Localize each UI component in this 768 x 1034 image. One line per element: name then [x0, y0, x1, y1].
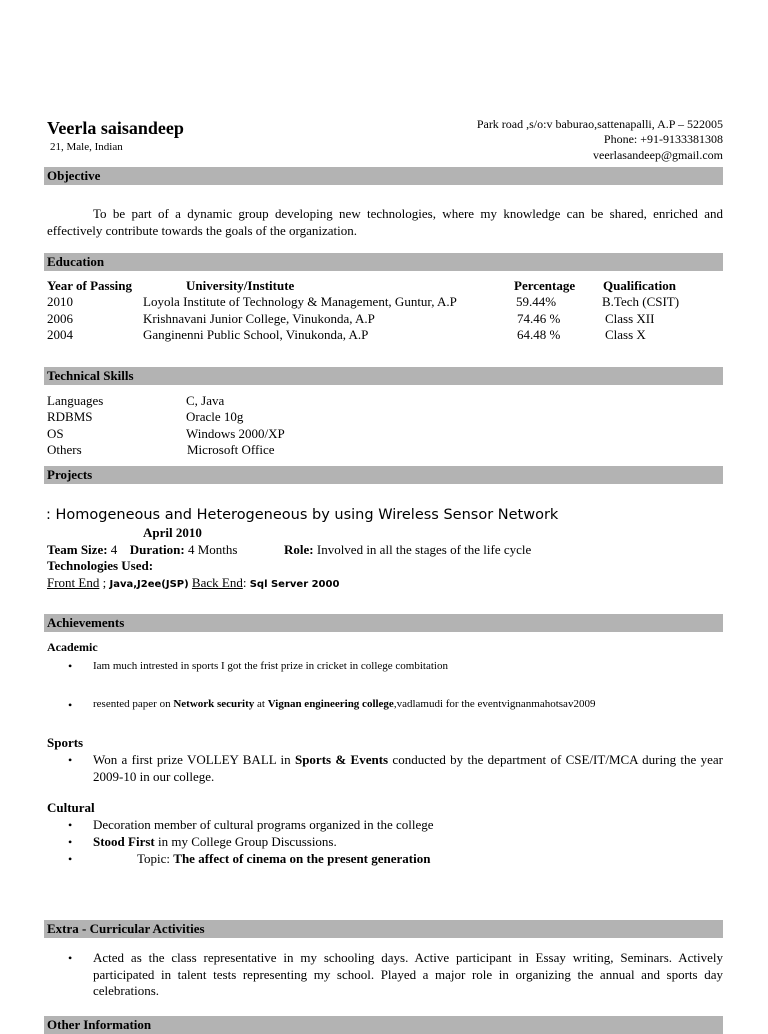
cultural-item-text: in my College Group Discussions. — [154, 834, 337, 849]
skill-category: Others — [47, 442, 82, 457]
bullet-icon: • — [68, 835, 73, 849]
academic-item-text: ,vadlamudi for the eventvignanmahotsav2009 — [393, 698, 596, 710]
section-projects: Projects — [44, 466, 723, 484]
skill-value: C, Java — [186, 393, 225, 408]
cultural-label: Cultural — [47, 800, 95, 815]
phone: Phone: +91-9133381308 — [603, 132, 723, 146]
header-year: Year of Passing — [47, 278, 132, 293]
front-end-separator: ; — [102, 575, 107, 590]
education-year: 2006 — [47, 311, 73, 326]
duration-label: Duration: — [129, 542, 185, 557]
bullet-icon: • — [68, 753, 73, 767]
education-institute: Loyola Institute of Technology & Management, Guntur, A.P — [143, 294, 457, 309]
personal-details: 21, Male, Indian — [50, 141, 123, 153]
project-date: April 2010 — [143, 525, 202, 540]
topic-label: Topic: — [137, 851, 171, 866]
skill-category: Languages — [47, 393, 104, 408]
section-technical-skills: Technical Skills — [44, 367, 723, 385]
academic-item-college: Vignan engineering college — [267, 698, 394, 710]
academic-label: Academic — [47, 640, 98, 654]
role-label: Role: — [284, 542, 314, 557]
project-role — [284, 542, 531, 558]
sports-item-event: Sports & Events — [294, 752, 389, 767]
education-year: 2004 — [47, 327, 73, 342]
education-qualification: Class X — [605, 327, 646, 342]
cultural-item — [93, 834, 337, 850]
duration-value: 4 Months — [187, 542, 238, 557]
front-end-value: Java,J2ee(JSP) — [109, 579, 189, 590]
header-qualification: Qualification — [603, 278, 676, 293]
email-link[interactable]: veerlasandeep@gmail.com — [593, 148, 723, 162]
back-end-value: Sql Server 2000 — [249, 579, 340, 590]
section-extra-curricular: Extra - Curricular Activities — [44, 920, 723, 938]
academic-item-text: resented paper on — [93, 698, 174, 710]
cultural-item-highlight: Stood First — [93, 834, 155, 849]
section-education: Education — [44, 253, 723, 271]
bullet-icon: • — [68, 818, 73, 832]
education-institute: Ganginenni Public School, Vinukonda, A.P — [143, 327, 369, 342]
education-qualification: B.Tech (CSIT) — [602, 294, 680, 309]
education-qualification: Class XII — [605, 311, 655, 326]
candidate-name: Veerla saisandeep — [47, 118, 184, 138]
skill-value: Oracle 10g — [186, 409, 244, 424]
skill-category: OS — [47, 426, 64, 441]
cultural-item: Decoration member of cultural programs organized in the college — [93, 817, 434, 832]
section-other-information: Other Information — [44, 1016, 723, 1034]
technologies-label: Technologies Used: — [47, 558, 154, 573]
team-size-value: 4 — [110, 542, 118, 557]
sports-item — [93, 752, 723, 785]
section-objective: Objective — [44, 167, 723, 185]
topic-value: The affect of cinema on the present generation — [173, 851, 431, 866]
bullet-icon: • — [68, 698, 73, 712]
extra-curricular-text: Acted as the class representative in my schooling days. Active participant in Essay writing, Seminars. Actively participated in talent tests representing my school. Played a major role in organizing the annual and sports day celebrations. — [93, 950, 723, 998]
header-percentage: Percentage — [514, 278, 576, 293]
role-value: Involved in all the stages of the life cycle — [316, 542, 532, 557]
academic-item-text: at — [254, 698, 268, 710]
sports-item-text: Won a first prize VOLLEY BALL in — [93, 752, 295, 767]
sports-item-text: conducted by the department of CSE/IT/MCA during the year 2009-10 in our college. — [93, 752, 723, 784]
technologies-line — [47, 575, 339, 591]
education-year: 2010 — [47, 294, 73, 309]
education-percentage: 74.46 % — [517, 311, 561, 326]
academic-item-topic: Network security — [173, 698, 255, 710]
skill-value: Windows 2000/XP — [186, 426, 285, 441]
project-meta — [47, 542, 237, 558]
section-achievements: Achievements — [44, 614, 723, 632]
education-institute: Krishnavani Junior College, Vinukonda, A.P — [143, 311, 375, 326]
bullet-icon: • — [68, 852, 73, 866]
bullet-icon: • — [68, 659, 73, 673]
skill-value: Microsoft Office — [187, 442, 275, 457]
academic-item — [93, 698, 595, 710]
front-end-label: Front End — [47, 575, 100, 590]
address: Park road ,s/o:v baburao,sattenapalli, A.P – 522005 — [476, 117, 723, 131]
back-end-label: Back End — [191, 575, 243, 590]
education-percentage: 64.48 % — [517, 327, 561, 342]
bullet-icon: • — [68, 951, 73, 965]
objective-text: To be part of a dynamic group developing new technologies, where my knowledge can be shared, enriched and effectively contribute towards the goals of the organization. — [47, 206, 723, 238]
header-institute: University/Institute — [186, 278, 295, 293]
team-size-label: Team Size: — [47, 542, 108, 557]
cultural-item — [137, 851, 430, 867]
sports-label: Sports — [47, 735, 84, 750]
education-percentage: 59.44% — [516, 294, 557, 309]
academic-item: Iam much intrested in sports I got the frist prize in cricket in college combitation — [93, 660, 448, 672]
back-end-separator: : — [242, 575, 247, 590]
skill-category: RDBMS — [47, 409, 93, 424]
project-title: : Homogeneous and Heterogeneous by using Wireless Sensor Network — [46, 507, 559, 523]
